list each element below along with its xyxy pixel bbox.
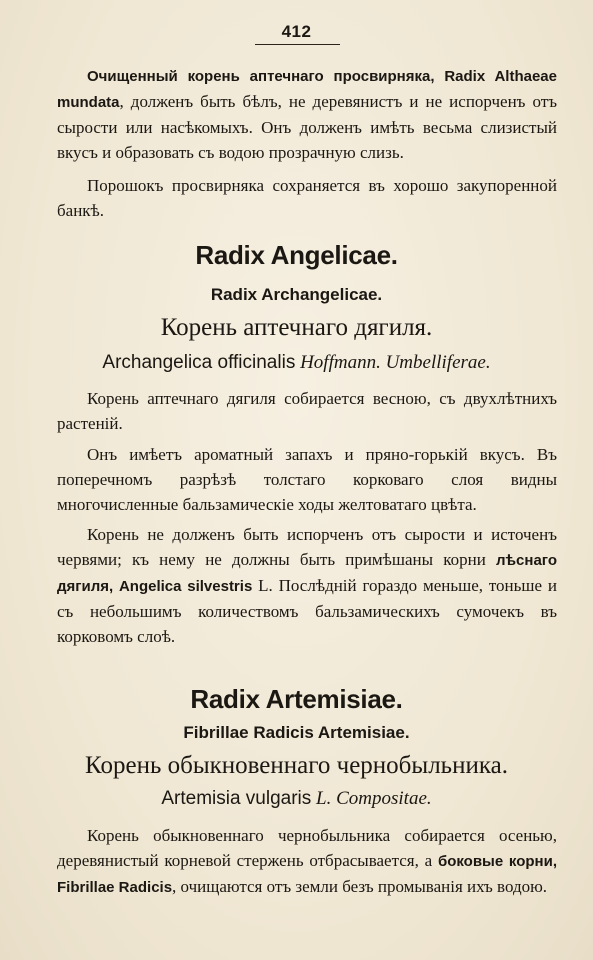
angelica-p3-a: Корень не долженъ быть испорченъ отъ сырости и источенъ червями; къ нему не должны быть примѣшаны корни — [57, 525, 557, 569]
angelica-paragraph-2: Онъ имѣетъ ароматный запахъ и пряно-горькій вкусъ. Въ поперечномъ разрѣзѣ толстаго корковаго слоя видны многочисленные бальзамическіе ходы желтоватаго цвѣта. — [57, 445, 557, 514]
artemisia-author: L. — [316, 788, 332, 809]
artemisia-title: Radix Artemisiae. — [190, 684, 403, 714]
althaea-paragraph-1 — [57, 63, 557, 165]
angelica-paragraph-3 — [57, 522, 557, 649]
angelica-author: Hoffmann. — [300, 352, 381, 373]
artemisia-botanical-name: Artemisia vulgaris — [161, 788, 312, 809]
artemisia-p1-a: Корень обыкновеннаго чернобыльника собирается осенью, деревянистый корневой стержень отбрасывается, а — [57, 826, 557, 870]
althaea-p1-rest: , долженъ быть бѣлъ, не деревянистъ и не испорченъ отъ сырости или насѣкомыхъ. Онъ долженъ имѣть весьма слизистый вкусъ и образовать съ водою прозрачную слизь. — [57, 92, 557, 162]
artemisia-p1-bold: боковые корни, Fibrillae Radicis — [57, 853, 557, 896]
angelica-botanical-name: Archangelica officinalis — [102, 352, 296, 373]
angelica-p3-b: L. Послѣдній гораздо меньше, тоньше и съ небольшимъ количествомъ бальзамическихъ сумочекъ въ корковомъ слоѣ. — [57, 576, 557, 646]
angelica-synonym: Radix Archangelicae. — [210, 285, 383, 304]
althaea-paragraph-2: Порошокъ просвирняка сохраняется въ хорошо закупоренной банкѣ. — [57, 176, 557, 220]
angelica-paragraph-1: Корень аптечнаго дягиля собирается весною, съ двухлѣтнихъ растеній. — [57, 389, 557, 433]
artemisia-botanical-line — [0, 788, 593, 810]
header-rule — [255, 44, 340, 45]
angelica-title: Radix Angelicae. — [195, 240, 398, 270]
angelica-russian-title: Корень аптечнаго дягиля. — [160, 314, 433, 341]
angelica-p3-bold: лѣснаго дягиля, Angelica silvestris — [57, 552, 557, 595]
artemisia-russian-title: Корень обыкновеннаго чернобыльника. — [85, 752, 508, 779]
page-number: 412 — [281, 22, 312, 41]
artemisia-family: Compositae. — [336, 788, 432, 809]
angelica-family: Umbelliferae. — [385, 352, 491, 373]
artemisia-synonym: Fibrillae Radicis Artemisiae. — [183, 723, 410, 742]
angelica-botanical-line — [0, 352, 593, 374]
artemisia-paragraph-1 — [57, 823, 557, 900]
althaea-bold-lead: Очищенный корень аптечнаго просвирняка, Radix Althaeae mundata — [57, 68, 557, 111]
artemisia-p1-b: , очищаются отъ земли безъ промыванія ихъ водою. — [172, 877, 548, 896]
